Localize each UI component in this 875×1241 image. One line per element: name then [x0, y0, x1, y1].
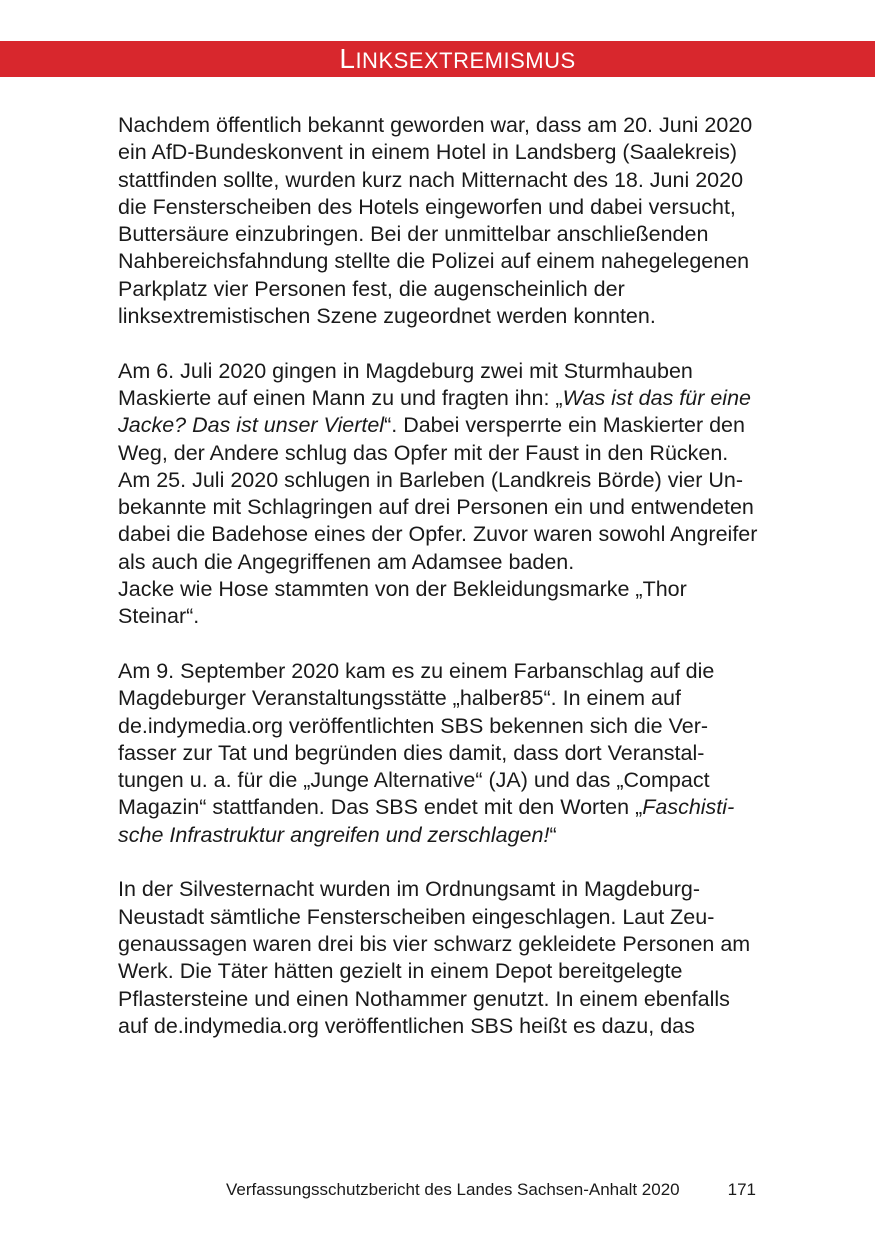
- paragraph-gap: [118, 849, 758, 876]
- page-footer: [118, 1180, 756, 1200]
- paragraph-gap: [118, 330, 758, 357]
- paragraph-magdeburg-jacket: [118, 358, 758, 467]
- chapter-header-bar: [0, 41, 875, 77]
- paragraph-thor-steinar: Jacke wie Hose stammten von der Bekleidungsmarke „Thor Steinar“.: [118, 577, 687, 629]
- paragraph-halber85: [118, 658, 758, 849]
- paragraph-landsberg: Nachdem öffentlich bekannt geworden war, dass am 20. Juni 2020 ein AfD-Bundeskonvent in einem Hotel in Landsberg (Saalekreis) stattfinden sollte, wurden kurz nach Mitternacht des 18. Juni 2020 die Fensterscheiben des Hotels eingeworfen und dabei versucht, Buttersäure einzubringen. Bei der unmittelbar anschließenden Nahbereichsfahndung stellte die Polizei auf einem nahegelegenen Parkplatz vier Personen fest, die augenscheinlich der linksextremistischen Szene zugeordnet werden konnten.: [118, 113, 753, 329]
- chapter-title: [299, 43, 575, 75]
- paragraph-text: Am 6. Juli 2020 gingen in Magdeburg zwei mit Sturmhauben Maskierte auf einen Mann zu und fragten ihn: „: [118, 358, 693, 410]
- quote-italic: Faschistische Infrastruktur angreifen und zerschlagen!: [118, 795, 735, 847]
- body-text: [118, 112, 758, 1040]
- footer-publication: Verfassungsschutzbericht des Landes Sachsen-Anhalt 2020: [225, 1180, 680, 1199]
- chapter-title-rest: INKSEXTREMISMUS: [355, 48, 576, 73]
- page-number: 171: [727, 1180, 756, 1199]
- paragraph-text: “: [549, 822, 557, 847]
- quote-italic: Was ist das für eine Jacke? Das ist unser Viertel: [118, 385, 752, 438]
- paragraph-silvesternacht: In der Silvesternacht wurden im Ordnungsamt in Magdeburg-Neustadt sämtliche Fensterscheiben eingeschlagen. Laut Zeugenaussagen waren drei bis vier schwarz gekleidete Personen am Werk. Die Täter hätten gezielt in einem Depot bereitgelegte Pflastersteine und einen Nothammer genutzt. In einem ebenfalls auf de.indymedia.org veröffentlichen SBS heißt es dazu, das: [118, 877, 751, 1038]
- chapter-title-initial: L: [339, 43, 356, 74]
- paragraph-text: “. Dabei versperrte ein Maskierter den Weg, der Andere schlug das Opfer mit der Faust in den Rücken.: [118, 413, 745, 465]
- paragraph-barleben: Am 25. Juli 2020 schlugen in Barleben (Landkreis Börde) vier Unbekannte mit Schlagringen auf drei Personen ein und entwendeten dabei die Badehose eines der Opfer. Zuvor waren sowohl Angreifer als auch die Angegriffenen am Adamsee baden.: [118, 467, 758, 574]
- paragraph-gap: [118, 631, 758, 658]
- paragraph-text: Am 9. September 2020 kam es zu einem Farbanschlag auf die Magdeburger Veranstaltungsstätte „halber85“. In einem auf de.indymedia.org veröffentlichten SBS bekennen sich die Verfasser zur Tat und begründen dies damit, dass dort Veranstaltungen u. a. für die „Junge Alternative“ (JA) und das „Compact Magazin“ stattfanden. Das SBS endet mit den Worten „: [118, 658, 715, 820]
